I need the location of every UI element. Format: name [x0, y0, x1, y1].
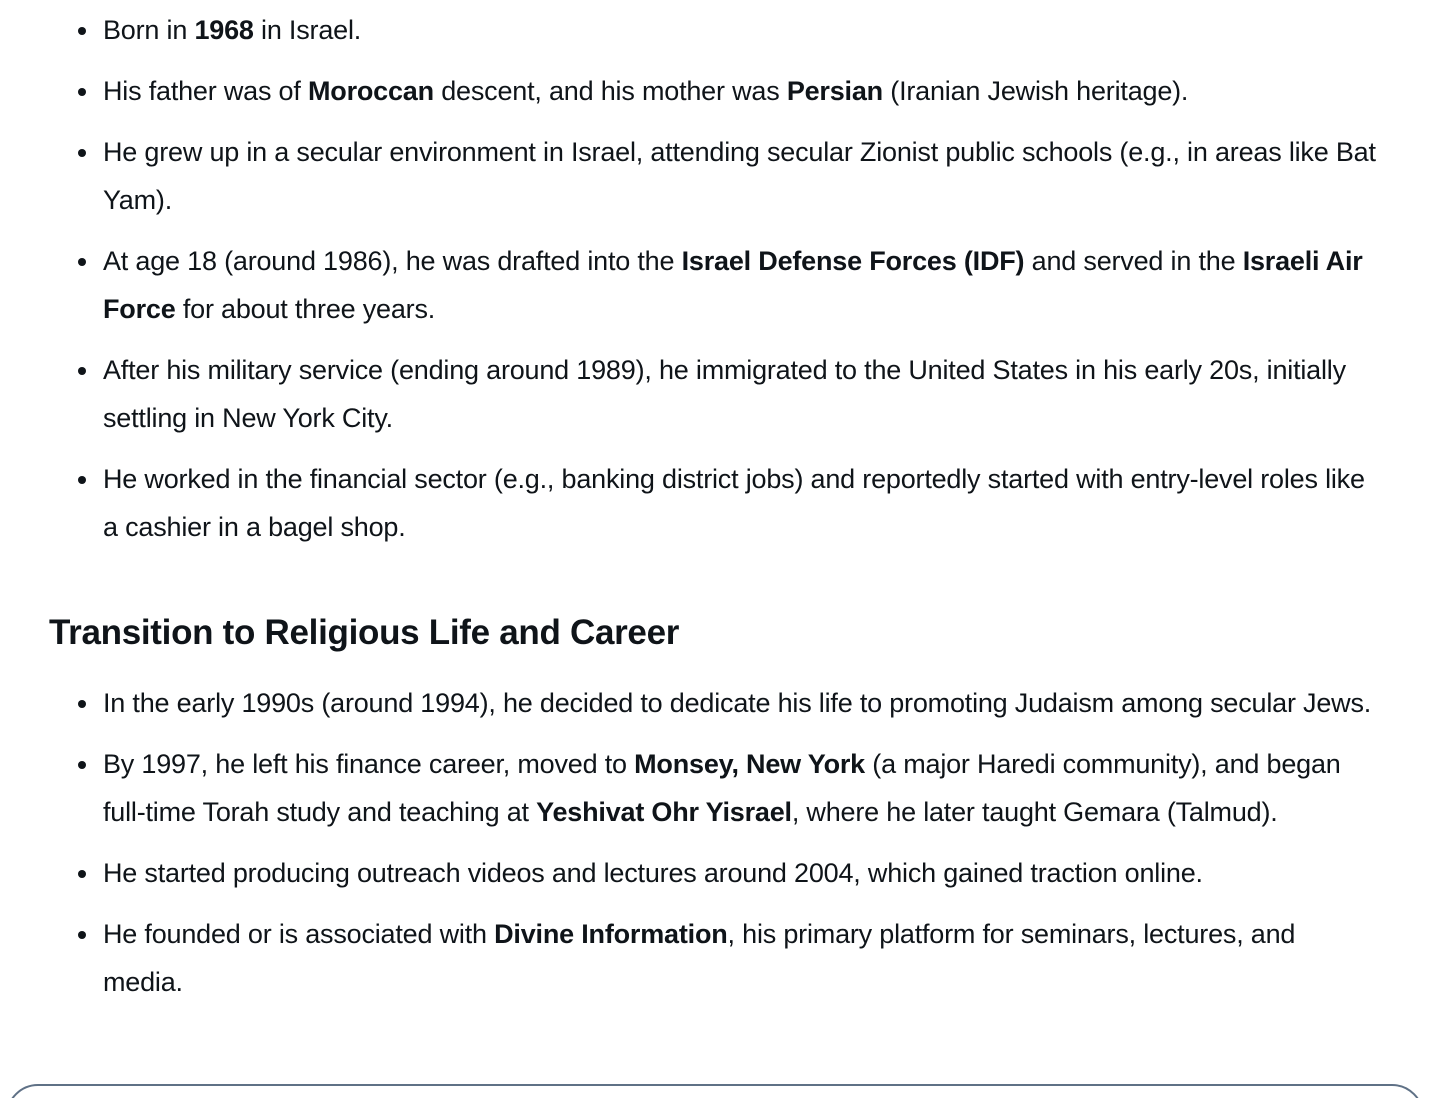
list-item: He founded or is associated with Divine Information, his primary platform for seminars, lectures, and media.	[0, 910, 1456, 1006]
list-item: Born in 1968 in Israel.	[0, 6, 1456, 54]
list-item: He started producing outreach videos and lectures around 2004, which gained traction online.	[0, 849, 1456, 897]
list-item: In the early 1990s (around 1994), he decided to dedicate his life to promoting Judaism among secular Jews.	[0, 679, 1456, 727]
career-list	[0, 679, 1456, 1019]
list-item: After his military service (ending around 1989), he immigrated to the United States in his early 20s, initially settling in New York City.	[0, 346, 1456, 442]
early-life-list	[0, 6, 1456, 564]
list-item: At age 18 (around 1986), he was drafted into the Israel Defense Forces (IDF) and served in the Israeli Air Force for about three years.	[0, 237, 1456, 333]
section-heading: Transition to Religious Life and Career	[49, 613, 680, 652]
list-item: He grew up in a secular environment in Israel, attending secular Zionist public schools (e.g., in areas like Bat Yam).	[0, 128, 1456, 224]
list-item: His father was of Moroccan descent, and his mother was Persian (Iranian Jewish heritage).	[0, 67, 1456, 115]
message-composer[interactable]	[6, 1084, 1424, 1098]
list-item: He worked in the financial sector (e.g., banking district jobs) and reportedly started with entry-level roles like a cashier in a bagel shop.	[0, 455, 1456, 551]
list-item: By 1997, he left his finance career, moved to Monsey, New York (a major Haredi community), and began full-time Torah study and teaching at Yeshivat Ohr Yisrael, where he later taught Gemara (Talmud).	[0, 740, 1456, 836]
